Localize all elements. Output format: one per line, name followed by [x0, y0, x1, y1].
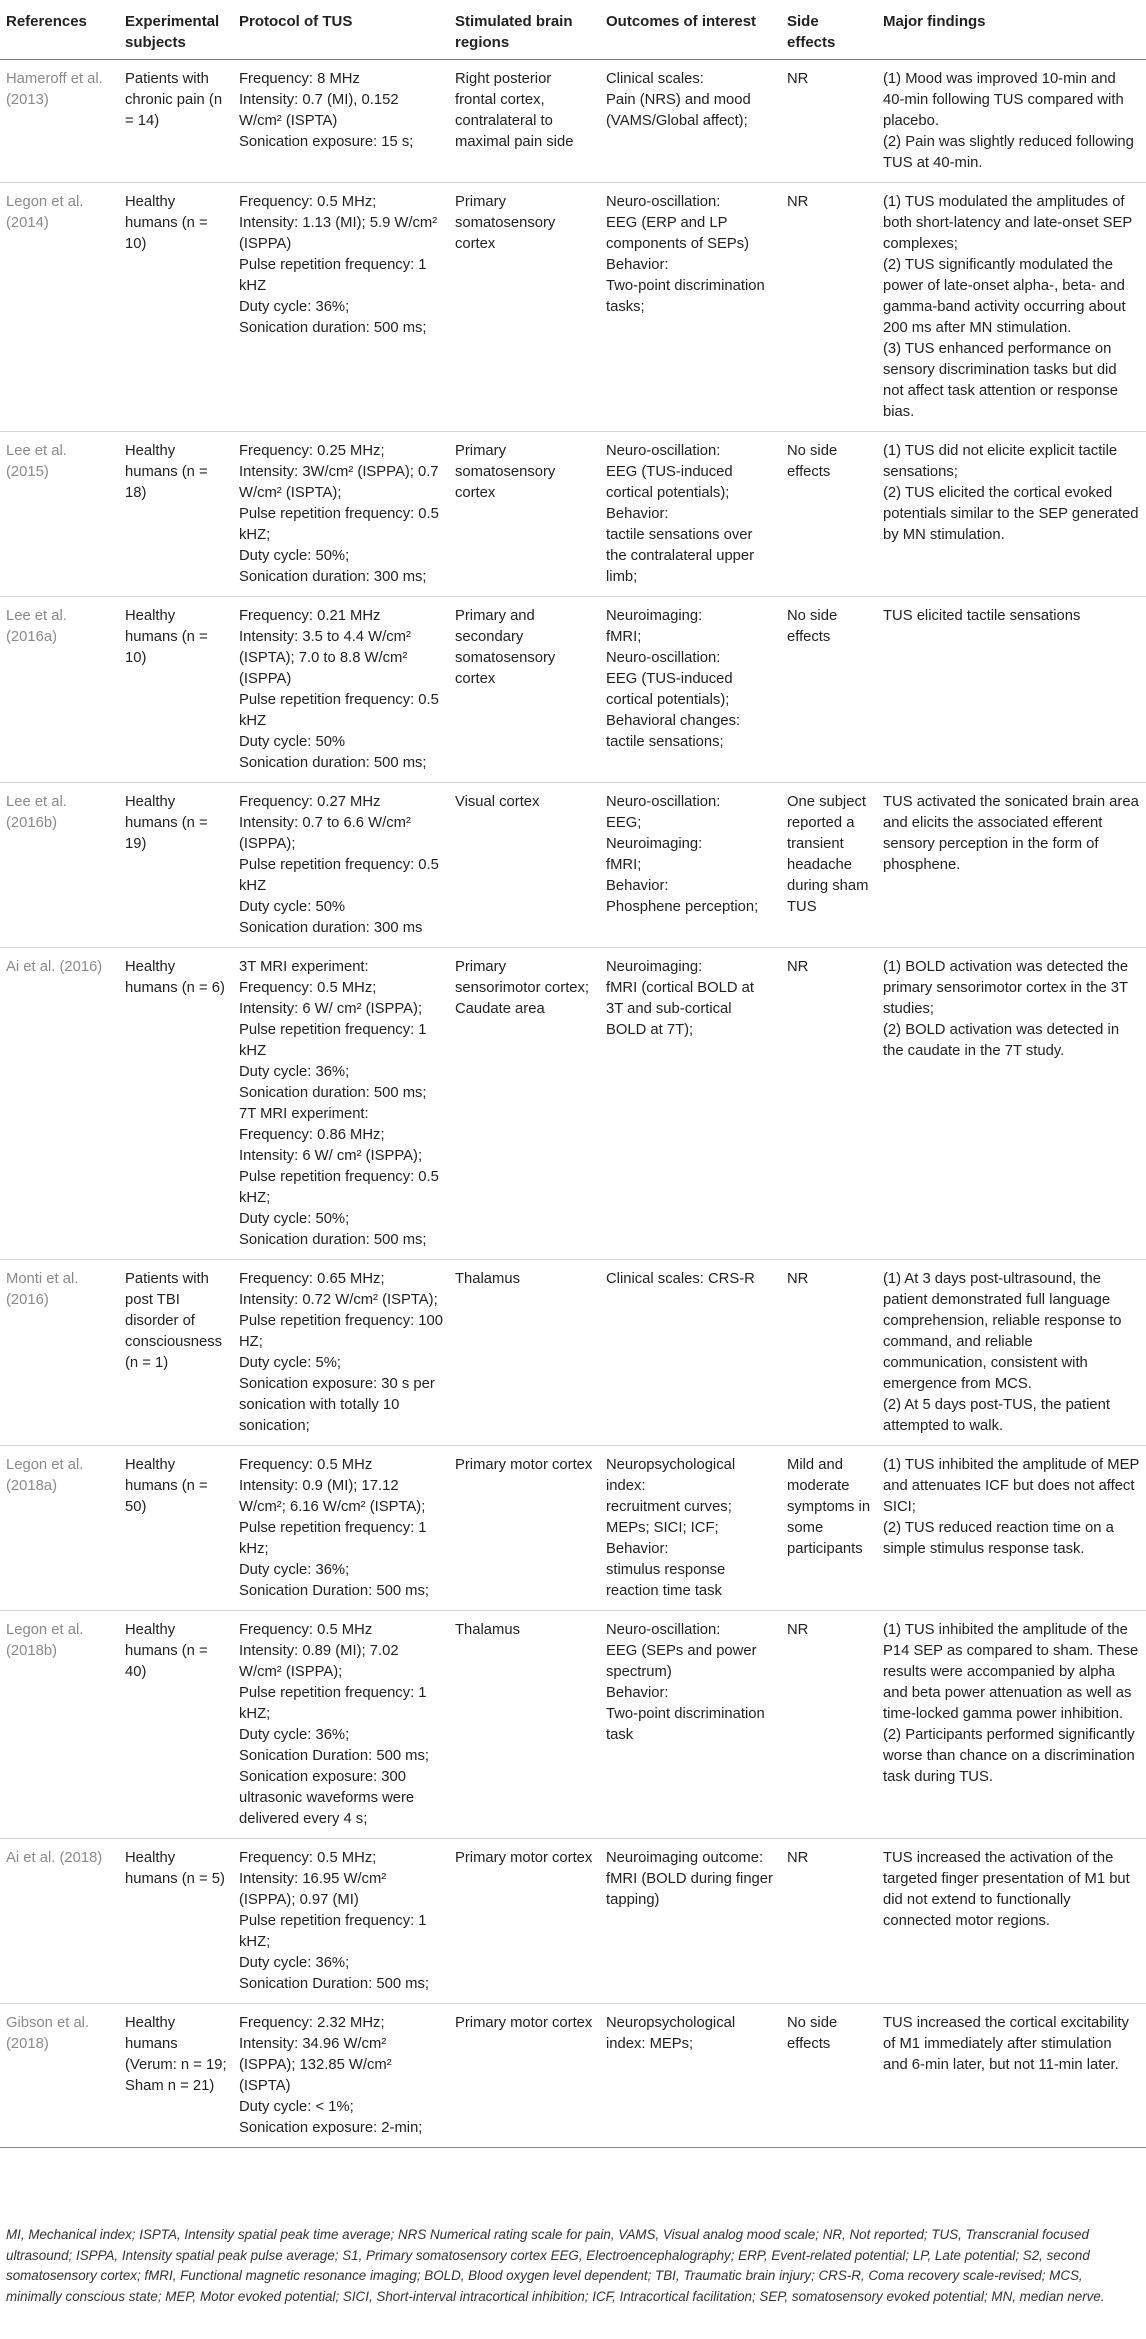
- table-row: [0, 60, 1146, 183]
- cell-outcomes: Neuro-oscillation: EEG (TUS-induced cortical potentials); Behavior: tactile sensations over the contralateral upper limb;: [600, 432, 781, 597]
- cell-findings: (1) TUS modulated the amplitudes of both short-latency and late-onset SEP complexes; (2) TUS significantly modulated the power of late-onset alpha-, beta- and gamma-band activity occurring about 200 ms after MN stimulation. (3) TUS enhanced performance on sensory discrimination tasks but did not affect task attention or response bias.: [877, 183, 1146, 432]
- cell-reference: Lee et al. (2016b): [0, 783, 119, 948]
- cell-outcomes: Neuroimaging outcome: fMRI (BOLD during finger tapping): [600, 1839, 781, 2004]
- cell-protocol: Frequency: 0.27 MHz Intensity: 0.7 to 6.6 W/cm² (ISPPA); Pulse repetition frequency: 0.5 kHZ Duty cycle: 50% Sonication duration: 300 ms: [233, 783, 449, 948]
- cell-regions: Primary motor cortex: [449, 1446, 600, 1611]
- cell-reference: Lee et al. (2015): [0, 432, 119, 597]
- cell-findings: TUS elicited tactile sensations: [877, 597, 1146, 783]
- cell-side-effects: NR: [781, 1611, 877, 1839]
- cell-subjects: Healthy humans (n = 10): [119, 183, 233, 432]
- cell-findings: (1) Mood was improved 10-min and 40-min following TUS compared with placebo. (2) Pain was slightly reduced following TUS at 40-min.: [877, 60, 1146, 183]
- cell-side-effects: NR: [781, 60, 877, 183]
- cell-side-effects: No side effects: [781, 2004, 877, 2148]
- cell-reference: Legon et al. (2018a): [0, 1446, 119, 1611]
- header-side-effects: Side effects: [781, 0, 877, 60]
- table-row: [0, 597, 1146, 783]
- header-subjects: Experimental subjects: [119, 0, 233, 60]
- cell-regions: Primary sensorimotor cortex; Caudate area: [449, 948, 600, 1260]
- cell-regions: Primary motor cortex: [449, 2004, 600, 2148]
- cell-reference: Legon et al. (2014): [0, 183, 119, 432]
- cell-findings: TUS increased the activation of the targeted finger presentation of M1 but did not extend to functionally connected motor regions.: [877, 1839, 1146, 2004]
- cell-subjects: Healthy humans (n = 18): [119, 432, 233, 597]
- cell-regions: Right posterior frontal cortex, contralateral to maximal pain side: [449, 60, 600, 183]
- cell-outcomes: Clinical scales: Pain (NRS) and mood (VAMS/Global affect);: [600, 60, 781, 183]
- cell-findings: (1) TUS inhibited the amplitude of the P14 SEP as compared to sham. These results were accompanied by alpha and beta power attenuation as well as time-locked gamma power inhibition. (2) Participants performed significantly worse than chance on a discrimination task during TUS.: [877, 1611, 1146, 1839]
- cell-outcomes: Neuroimaging: fMRI; Neuro-oscillation: EEG (TUS-induced cortical potentials); Behavioral changes: tactile sensations;: [600, 597, 781, 783]
- table-row: [0, 2004, 1146, 2148]
- header-references: References: [0, 0, 119, 60]
- table-row: [0, 948, 1146, 1260]
- cell-protocol: Frequency: 0.5 MHz Intensity: 0.9 (MI); 17.12 W/cm²; 6.16 W/cm² (ISPTA); Pulse repetition frequency: 1 kHz; Duty cycle: 36%; Sonication Duration: 500 ms;: [233, 1446, 449, 1611]
- cell-side-effects: Mild and moderate symptoms in some participants: [781, 1446, 877, 1611]
- cell-outcomes: Neuropsychological index: recruitment curves; MEPs; SICI; ICF; Behavior: stimulus response reaction time task: [600, 1446, 781, 1611]
- cell-reference: Lee et al. (2016a): [0, 597, 119, 783]
- cell-findings: (1) TUS did not elicite explicit tactile sensations; (2) TUS elicited the cortical evoked potentials similar to the SEP generated by MN stimulation.: [877, 432, 1146, 597]
- cell-outcomes: Neuro-oscillation: EEG (ERP and LP components of SEPs) Behavior: Two-point discrimination tasks;: [600, 183, 781, 432]
- cell-findings: TUS increased the cortical excitability of M1 immediately after stimulation and 6-min later, but not 11-min later.: [877, 2004, 1146, 2148]
- header-regions: Stimulated brain regions: [449, 0, 600, 60]
- header-outcomes: Outcomes of interest: [600, 0, 781, 60]
- cell-findings: (1) At 3 days post-ultrasound, the patient demonstrated full language comprehension, reliable response to command, and reliable communication, consistent with emergence from MCS. (2) At 5 days post-TUS, the patient attempted to walk.: [877, 1260, 1146, 1446]
- cell-protocol: Frequency: 0.25 MHz; Intensity: 3W/cm² (ISPPA); 0.7 W/cm² (ISPTA); Pulse repetition frequency: 0.5 kHZ; Duty cycle: 50%; Sonication duration: 300 ms;: [233, 432, 449, 597]
- cell-protocol: 3T MRI experiment: Frequency: 0.5 MHz; Intensity: 6 W/ cm² (ISPPA); Pulse repetition frequency: 1 kHZ Duty cycle: 36%; Sonication duration: 500 ms; 7T MRI experiment: Frequency: 0.86 MHz; Intensity: 6 W/ cm² (ISPPA); Pulse repetition frequency: 0.5 kHZ; Duty cycle: 50%; Sonication duration: 500 ms;: [233, 948, 449, 1260]
- cell-findings: (1) TUS inhibited the amplitude of MEP and attenuates ICF but does not affect SICI; (2) TUS reduced reaction time on a simple stimulus response task.: [877, 1446, 1146, 1611]
- cell-regions: Primary somatosensory cortex: [449, 183, 600, 432]
- cell-regions: Thalamus: [449, 1611, 600, 1839]
- cell-regions: Primary and secondary somatosensory cortex: [449, 597, 600, 783]
- cell-outcomes: Clinical scales: CRS-R: [600, 1260, 781, 1446]
- cell-outcomes: Neuropsychological index: MEPs;: [600, 2004, 781, 2148]
- header-findings: Major findings: [877, 0, 1146, 60]
- cell-protocol: Frequency: 0.5 MHz Intensity: 0.89 (MI); 7.02 W/cm² (ISPPA); Pulse repetition frequency: 1 kHZ; Duty cycle: 36%; Sonication Duration: 500 ms; Sonication exposure: 300 ultrasonic waveforms were delivered every 4 s;: [233, 1611, 449, 1839]
- cell-outcomes: Neuro-oscillation: EEG; Neuroimaging: fMRI; Behavior: Phosphene perception;: [600, 783, 781, 948]
- table-row: [0, 1446, 1146, 1611]
- cell-regions: Thalamus: [449, 1260, 600, 1446]
- table-row: [0, 1260, 1146, 1446]
- table-footnote: MI, Mechanical index; ISPTA, Intensity spatial peak time average; NRS Numerical rating scale for pain, VAMS, Visual analog mood scale; NR, Not reported; TUS, Transcranial focused ultrasound; ISPPA, Intensity spatial peak pulse average; S1, Primary somatosensory cortex EEG, Electroencephalography; ERP, Event-related potential; LP, Late potential; S2, second somatosensory cortex; fMRI, Functional magnetic resonance imaging; BOLD, Blood oxygen level dependent; TBI, Traumatic brain injury; CRS-R, Coma recovery scale-revised; MCS, minimally conscious state; MEP, Motor evoked potential; SICI, Short-interval intracortical inhibition; ICF, Intracortical facilitation; SEP, somatosensory evoked potential; MN, median nerve.: [6, 2227, 1105, 2304]
- header-protocol: Protocol of TUS: [233, 0, 449, 60]
- cell-outcomes: Neuroimaging: fMRI (cortical BOLD at 3T and sub-cortical BOLD at 7T);: [600, 948, 781, 1260]
- cell-subjects: Healthy humans (n = 19): [119, 783, 233, 948]
- cell-protocol: Frequency: 0.21 MHz Intensity: 3.5 to 4.4 W/cm² (ISPTA); 7.0 to 8.8 W/cm² (ISPPA) Pulse repetition frequency: 0.5 kHZ Duty cycle: 50% Sonication duration: 500 ms;: [233, 597, 449, 783]
- cell-subjects: Healthy humans (n = 5): [119, 1839, 233, 2004]
- cell-findings: (1) BOLD activation was detected the primary sensorimotor cortex in the 3T studies; (2) BOLD activation was detected in the caudate in the 7T study.: [877, 948, 1146, 1260]
- cell-subjects: Healthy humans (n = 10): [119, 597, 233, 783]
- cell-subjects: Patients with chronic pain (n = 14): [119, 60, 233, 183]
- cell-side-effects: NR: [781, 948, 877, 1260]
- cell-protocol: Frequency: 0.65 MHz; Intensity: 0.72 W/cm² (ISPTA); Pulse repetition frequency: 100 HZ; Duty cycle: 5%; Sonication exposure: 30 s per sonication with totally 10 sonication;: [233, 1260, 449, 1446]
- cell-regions: Primary motor cortex: [449, 1839, 600, 2004]
- cell-side-effects: NR: [781, 1839, 877, 2004]
- cell-side-effects: One subject reported a transient headache during sham TUS: [781, 783, 877, 948]
- table-row: [0, 432, 1146, 597]
- cell-side-effects: NR: [781, 1260, 877, 1446]
- cell-outcomes: Neuro-oscillation: EEG (SEPs and power spectrum) Behavior: Two-point discrimination task: [600, 1611, 781, 1839]
- table-row: [0, 1839, 1146, 2004]
- table-header: [0, 0, 1146, 60]
- cell-regions: Primary somatosensory cortex: [449, 432, 600, 597]
- cell-findings: TUS activated the sonicated brain area and elicits the associated efferent sensory perception in the form of phosphene.: [877, 783, 1146, 948]
- cell-side-effects: No side effects: [781, 432, 877, 597]
- cell-reference: Ai et al. (2018): [0, 1839, 119, 2004]
- cell-subjects: Healthy humans (Verum: n = 19; Sham n = 21): [119, 2004, 233, 2148]
- cell-subjects: Healthy humans (n = 40): [119, 1611, 233, 1839]
- cell-regions: Visual cortex: [449, 783, 600, 948]
- cell-side-effects: NR: [781, 183, 877, 432]
- cell-protocol: Frequency: 8 MHz Intensity: 0.7 (MI), 0.152 W/cm² (ISPTA) Sonication exposure: 15 s;: [233, 60, 449, 183]
- cell-protocol: Frequency: 2.32 MHz; Intensity: 34.96 W/cm² (ISPPA); 132.85 W/cm² (ISPTA) Duty cycle: < 1%; Sonication exposure: 2-min;: [233, 2004, 449, 2148]
- cell-reference: Ai et al. (2016): [0, 948, 119, 1260]
- cell-side-effects: No side effects: [781, 597, 877, 783]
- cell-protocol: Frequency: 0.5 MHz; Intensity: 1.13 (MI); 5.9 W/cm² (ISPPA) Pulse repetition frequency: 1 kHZ Duty cycle: 36%; Sonication duration: 500 ms;: [233, 183, 449, 432]
- table-row: [0, 183, 1146, 432]
- cell-reference: Monti et al. (2016): [0, 1260, 119, 1446]
- cell-subjects: Healthy humans (n = 50): [119, 1446, 233, 1611]
- cell-reference: Legon et al. (2018b): [0, 1611, 119, 1839]
- table-body: [0, 60, 1146, 2148]
- table-row: [0, 1611, 1146, 1839]
- header-row: [0, 0, 1146, 60]
- cell-protocol: Frequency: 0.5 MHz; Intensity: 16.95 W/cm² (ISPPA); 0.97 (MI) Pulse repetition frequency: 1 kHZ; Duty cycle: 36%; Sonication Duration: 500 ms;: [233, 1839, 449, 2004]
- cell-reference: Gibson et al. (2018): [0, 2004, 119, 2148]
- cell-subjects: Healthy humans (n = 6): [119, 948, 233, 1260]
- table-row: [0, 783, 1146, 948]
- cell-subjects: Patients with post TBI disorder of consciousness (n = 1): [119, 1260, 233, 1446]
- cell-reference: Hameroff et al. (2013): [0, 60, 119, 183]
